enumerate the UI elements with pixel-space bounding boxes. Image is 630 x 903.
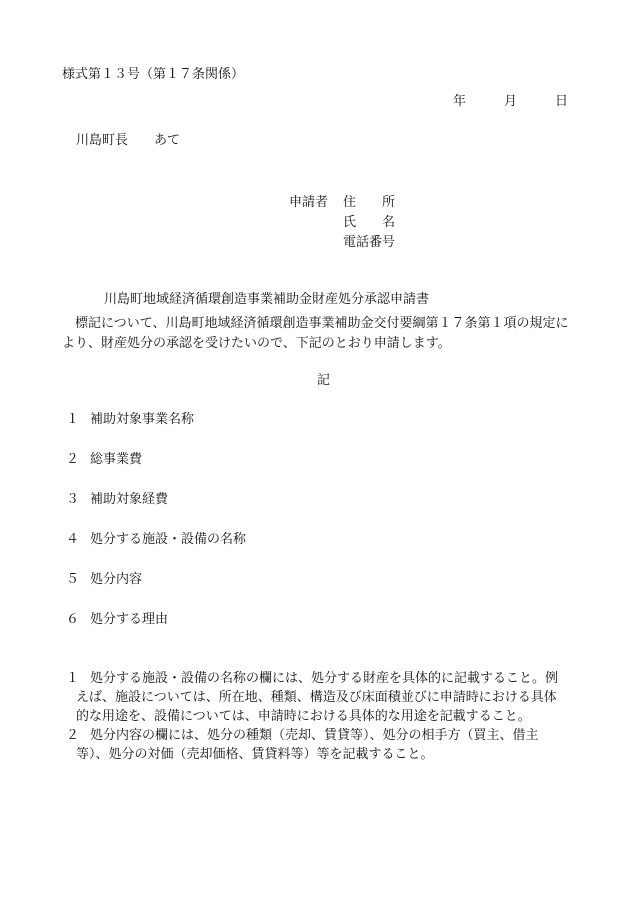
- list-item: ５ 処分内容: [66, 572, 143, 587]
- addressee: [76, 134, 180, 147]
- list-item: ３ 補助対象経費: [66, 492, 169, 507]
- note-line: 的な用途を、設備については、申請時における具体的な用途を記載すること。: [76, 709, 531, 724]
- body-paragraph: [62, 314, 582, 354]
- addressee-honorific: あて: [154, 133, 181, 148]
- ki-heading: 記: [317, 373, 331, 388]
- form-number: 様式第１３号（第１７条関係）: [62, 67, 245, 82]
- list-item: ２ 総事業費: [66, 452, 143, 467]
- applicant-field-name: 氏 名: [343, 215, 396, 230]
- item-list: [66, 412, 246, 652]
- body-line: より、財産処分の承認を受けたいので、下記のとおり申請します。: [62, 336, 451, 351]
- applicant-field-phone: 電話番号: [343, 235, 396, 250]
- note-line: ２ 処分内容の欄には、処分の種類（売却、賃貸等）、処分の相手方（買主、借主: [66, 728, 539, 743]
- note-line: えば、施設については、所在地、種類、構造及び床面積並びに申請時における具体: [76, 690, 557, 705]
- list-item: １ 補助対象事業名称: [66, 412, 195, 427]
- note-line: １ 処分する施設・設備の名称の欄には、処分する財産を具体的に記載すること。例: [66, 671, 559, 686]
- date-year: 年: [452, 94, 466, 109]
- applicant-block: [289, 193, 395, 253]
- list-item: ６ 処分する理由: [66, 612, 169, 627]
- body-line: 標記について、川島町地域経済循環創造事業補助金交付要綱第１７条第１項の規定に: [62, 316, 569, 331]
- date-month: 月: [503, 94, 517, 109]
- notes: [66, 669, 586, 764]
- note-line: 等）、処分の対価（売却価格、賃貸料等）等を記載すること。: [76, 747, 434, 762]
- document-title: 川島町地域経済循環創造事業補助金財産処分承認申請書: [104, 292, 430, 307]
- applicant-field-address: 住 所: [343, 195, 396, 210]
- date-line: [453, 95, 568, 108]
- applicant-label: 申請者: [289, 195, 329, 210]
- addressee-name: 川島町長: [76, 133, 129, 148]
- date-day: 日: [554, 94, 568, 109]
- list-item: ４ 処分する施設・設備の名称: [66, 532, 247, 547]
